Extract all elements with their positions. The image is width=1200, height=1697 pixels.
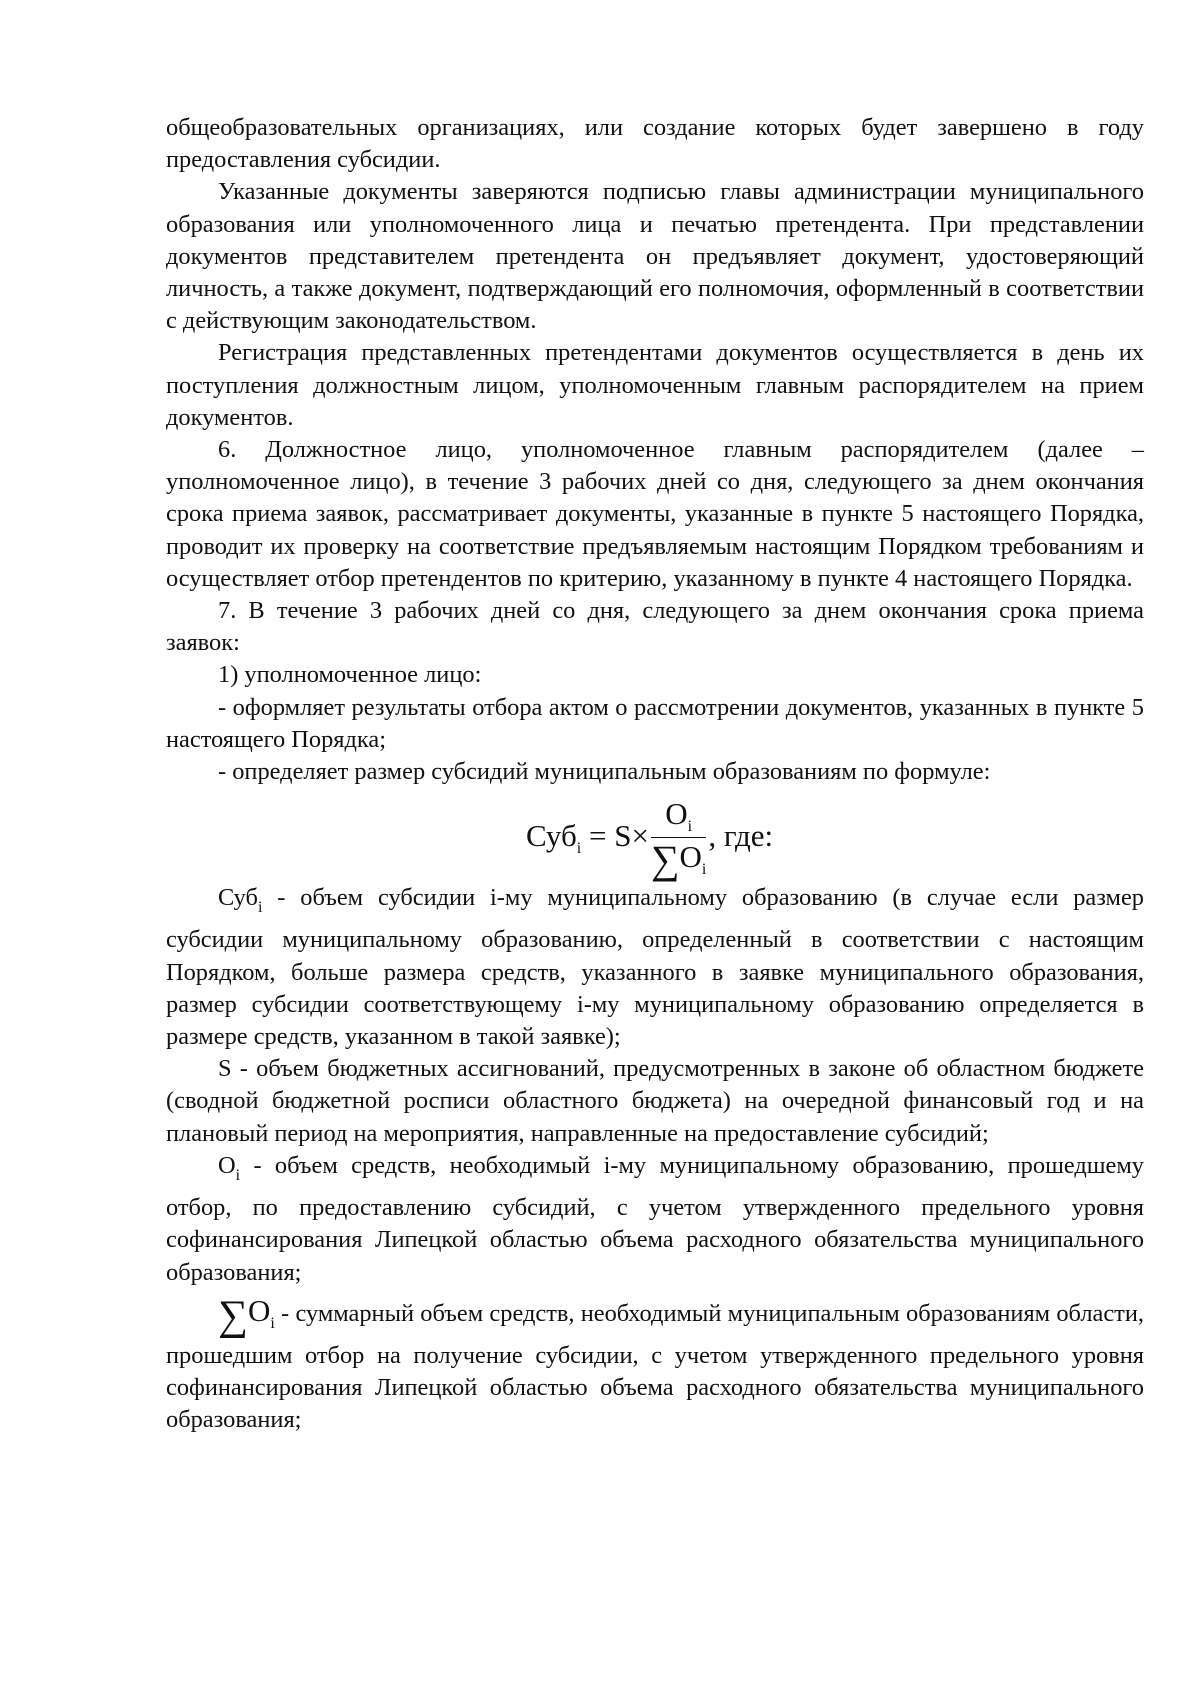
paragraph-dash-formula-intro: - определяет размер субсидий муниципальным образованиям по формуле: (218, 758, 991, 786)
definition-text: - объем средств, необходимый i-му муниципальному образованию, прошедшему отбор, по предоставлению субсидий, с учетом утвержденного предельного уровня софинансирования Липецкой областью объема расходного обязательства муниципального образования; (166, 1151, 1144, 1286)
definition-term: O (218, 1151, 236, 1179)
definition-s: S - объем бюджетных ассигнований, предусмотренных в законе об областном бюджете (сводной бюджетной росписи областного бюджета) на очередной финансовый год и на плановый период на мероприятия, направленные на предоставление субсидий; (166, 1055, 1144, 1147)
formula-numerator (651, 798, 706, 838)
paragraph-documents-certification: Указанные документы заверяются подписью главы администрации муниципального образования или уполномоченного лица и печатью претендента. При представлении документов представителем претендента он предъявляет документ, удостоверяющий личность, а также документ, подтверждающий его полномочия, оформленный в соответствии с действующим законодательством. (166, 178, 1144, 335)
formula-denominator-subscript: i (701, 861, 707, 879)
definition-sum-o-i (166, 1292, 1144, 1437)
sigma-symbol: ∑ (650, 837, 680, 883)
formula-equals-s-times: = S× (581, 818, 649, 854)
definition-term: Суб (218, 884, 258, 912)
paragraph-item-7: 7. В течение 3 рабочих дней со дня, следующего за днем окончания срока приема заявок: (166, 597, 1144, 657)
formula-denominator-symbol: O (679, 839, 702, 875)
formula-denominator (650, 837, 707, 883)
document-body (166, 112, 1144, 1437)
definition-term-subscript: i (235, 1166, 241, 1184)
formula-numerator-symbol: O (665, 796, 688, 832)
definition-term-subscript: i (257, 899, 263, 917)
definition-term-subscript: i (270, 1314, 275, 1332)
sigma-symbol: ∑ (218, 1292, 248, 1339)
subsidy-formula (166, 790, 1144, 883)
definition-text: - объем субсидии i-му муниципальному образованию (в случае если размер субсидии муниципальному образованию, определенный в соответствии с настоящим Порядком, больше размера средств, указанного в заявке муниципального образования, размер субсидии соответствующему i-му муниципальному образованию определяется в размере средств, указанном в такой заявке); (166, 884, 1144, 1051)
paragraph-subitem-1: 1) уполномоченное лицо: (218, 661, 482, 689)
formula-lhs-subscript: i (576, 840, 582, 858)
paragraph-continuation: общеобразовательных организациях, или создание которых будет завершено в году предоставления субсидии. (166, 114, 1144, 174)
definition-sub-i (166, 882, 1144, 1053)
formula-lhs: Суб (526, 818, 577, 854)
definition-o-i (166, 1150, 1144, 1289)
definition-text: - суммарный объем средств, необходимый муниципальным образованиям области, прошедшим отбор на получение субсидии, с учетом утвержденного предельного уровня софинансирования Липецкой областью объема расходного обязательства муниципального образования; (166, 1299, 1144, 1434)
formula-fraction (650, 796, 707, 883)
formula-numerator-subscript: i (687, 818, 693, 836)
formula-tail: , где: (708, 818, 774, 854)
paragraph-registration: Регистрация представленных претендентами документов осуществляется в день их поступления должностным лицом, уполномоченным главным распорядителем на прием документов. (166, 339, 1144, 431)
paragraph-item-6: 6. Должностное лицо, уполномоченное главным распорядителем (далее – уполномоченное лицо), в течение 3 рабочих дней со дня, следующего за днем окончания срока приема заявок, рассматривает документы, указанные в пункте 5 настоящего Порядка, проводит их проверку на соответствие предъявляемым настоящим Порядком требованиям и осуществляет отбор претендентов по критерию, указанному в пункте 4 настоящего Порядка. (166, 436, 1144, 592)
definition-term: O (247, 1292, 271, 1328)
paragraph-dash-act: - оформляет результаты отбора актом о рассмотрении документов, указанных в пункте 5 настоящего Порядка; (166, 693, 1144, 753)
